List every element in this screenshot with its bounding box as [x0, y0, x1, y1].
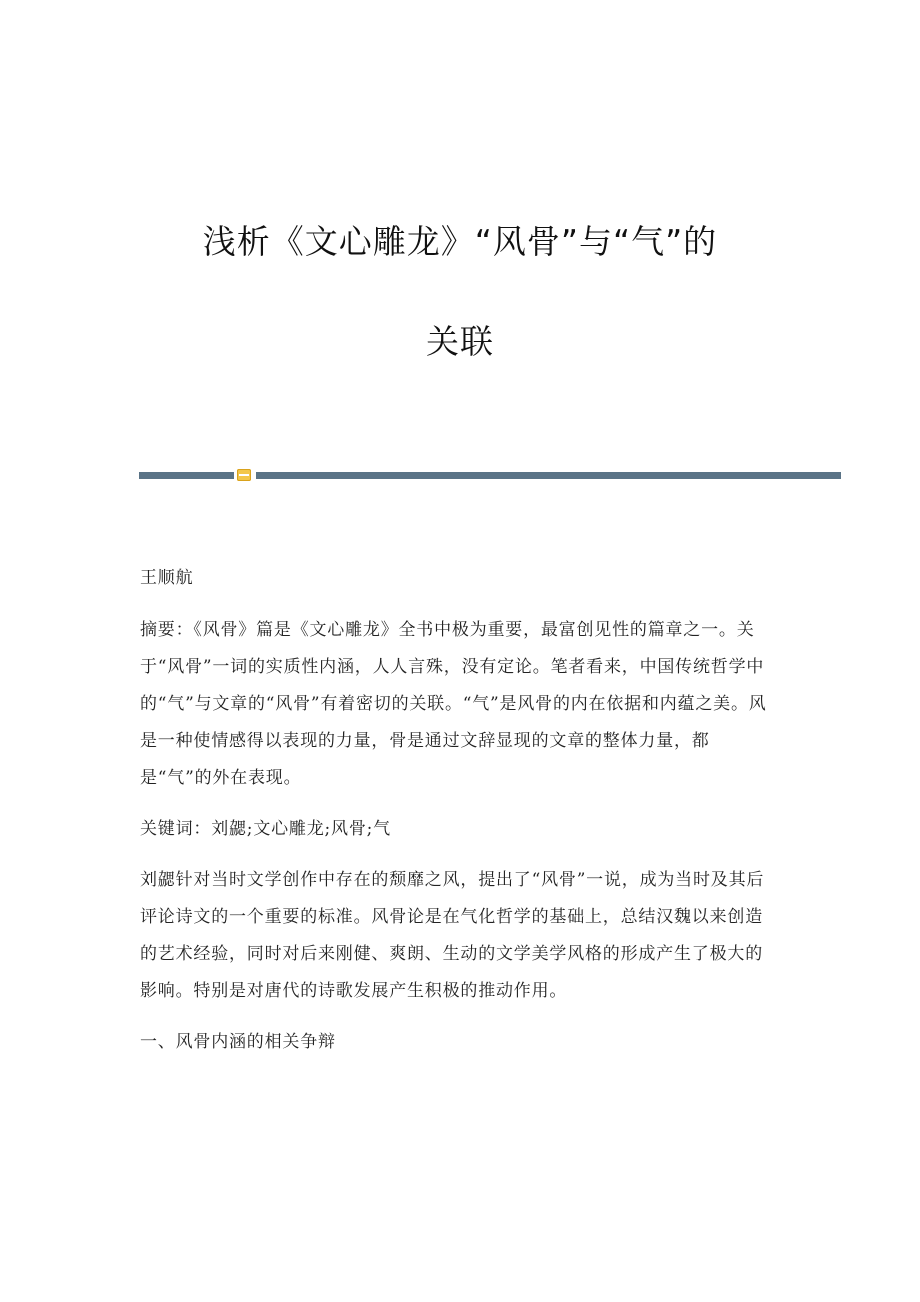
divider-ornament-icon [237, 469, 251, 481]
keywords-line: 关键词：刘勰;文心雕龙;风骨;气 [140, 819, 391, 839]
divider-bar-left [139, 472, 234, 479]
document-title-line-2: 关联 [426, 322, 494, 361]
author-name: 王顺航 [140, 568, 194, 588]
divider-bar-right [256, 472, 841, 479]
title-divider [139, 469, 841, 481]
abstract-paragraph: 摘要：《风骨》篇是《文心雕龙》全书中极为重要，最富创见性的篇章之一。关于“风骨”一词的实质性内涵，人人言殊，没有定论。笔者看来，中国传统哲学中的“气”与文章的“风骨”有着密切的关联。“气”是风骨的内在依据和内蕴之美。风是一种使情感得以表现的力量，骨是通过文辞显现的文章的整体力量，都是“气”的外在表现。 [140, 620, 767, 788]
document-body [140, 560, 772, 1061]
section-heading: 一、风骨内涵的相关争辩 [140, 1032, 336, 1052]
body-paragraph: 刘勰针对当时文学创作中存在的颓靡之风，提出了“风骨”一说，成为当时及其后评论诗文的一个重要的标准。风骨论是在气化哲学的基础上，总结汉魏以来创造的艺术经验，同时对后来刚健、爽朗、生动的文学美学风格的形成产生了极大的影响。特别是对唐代的诗歌发展产生积极的推动作用。 [140, 870, 765, 1001]
document-title-line-1: 浅析《文心雕龙》“风骨”与“气”的 [202, 222, 718, 261]
